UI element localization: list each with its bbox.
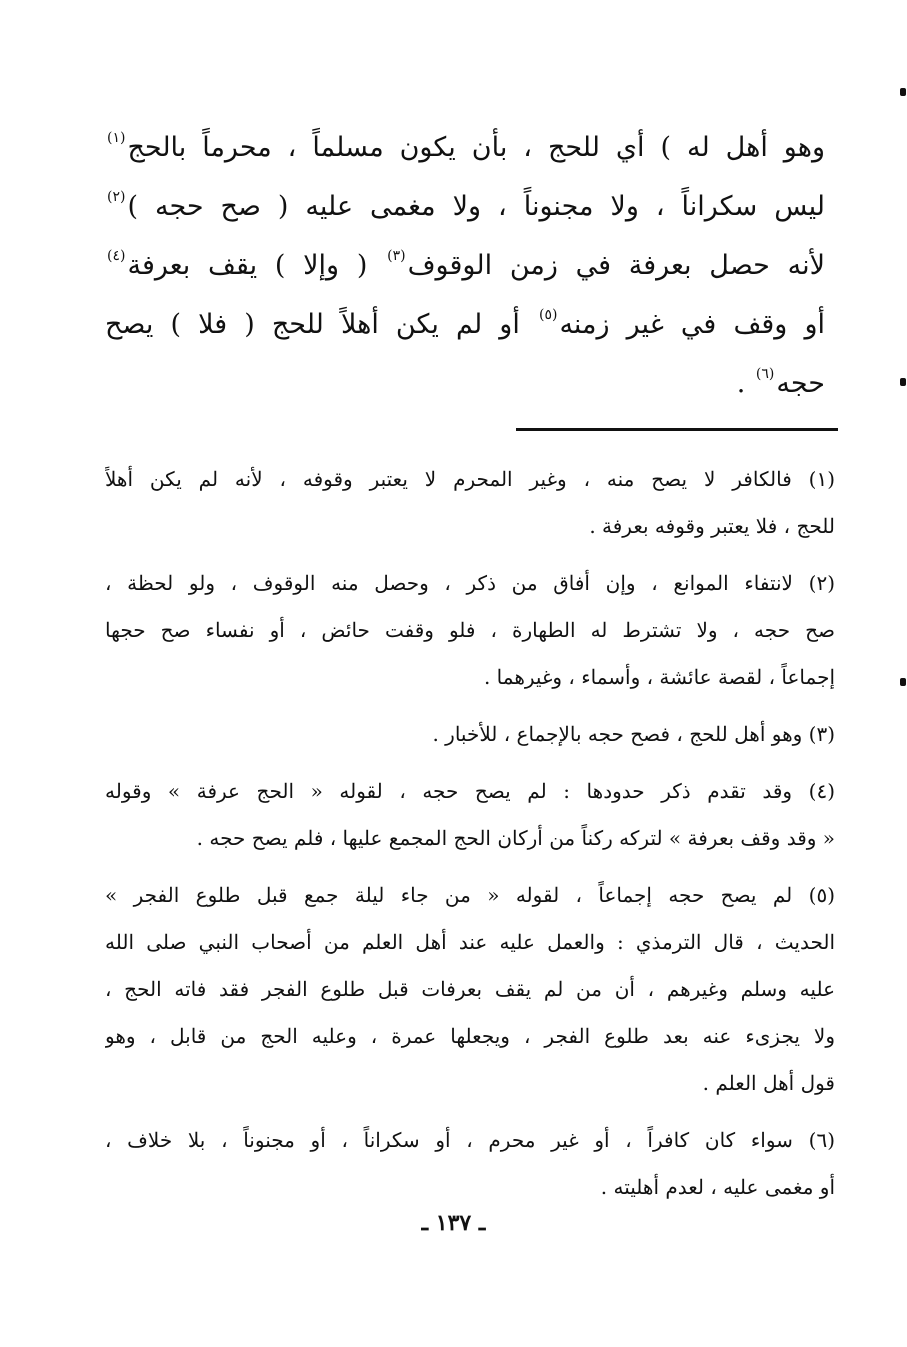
main-text-fragment: أو وقف في غير زمنه (559, 309, 825, 340)
main-text-fragment: ( وإلا ) يقف بعرفة (127, 250, 368, 281)
footnote-marker: (٥) (538, 307, 558, 323)
scan-speck (900, 678, 906, 686)
footnote-marker: (٦) (755, 366, 775, 382)
footnote-line: أو مغمى عليه ، لعدم أهليته . (600, 1175, 835, 1199)
footnote-line: صح حجه ، ولا تشترط له الطهارة ، فلو وقفت حائض ، أو نفساء صح حجها (105, 618, 835, 642)
main-text-line (105, 354, 825, 413)
footnote-line: ولا يجزىء عنه بعد طلوع الفجر ، ويجعلها عمرة ، وعليه الحج من قابل ، وهو (105, 1024, 835, 1048)
footnote-marker: (٢) (107, 189, 126, 205)
footnote-2 (105, 560, 835, 701)
main-text-line (105, 236, 825, 295)
main-text-line (105, 118, 825, 177)
footnote-line: الحديث ، قال الترمذي : والعمل عليه عند أهل العلم من أصحاب النبي صلى الله (105, 930, 835, 954)
footnote-line: عليه وسلم وغيرهم ، أن من لم يقف بعرفات قبل طلوع الفجر فقد فاته الحج ، (105, 977, 835, 1001)
main-text-fragment: . (736, 368, 746, 399)
main-text-line (105, 177, 825, 236)
main-text-fragment: أو لم يكن أهلاً للحج ( فلا ) يصح (105, 309, 520, 340)
footnote-1 (105, 456, 835, 550)
footnote-marker: (٤) (107, 248, 126, 264)
footnote-line: قول أهل العلم . (702, 1071, 835, 1095)
footnote-line: (٦) سواء كان كافراً ، أو غير محرم ، أو سكراناً ، أو مجنوناً ، بلا خلاف ، (105, 1128, 835, 1152)
footnote-line: إجماعاً ، لقصة عائشة ، وأسماء ، وغيرهما . (483, 665, 835, 689)
footnote-line: « وقد وقف بعرفة » لتركه ركناً من أركان الحج المجمع عليها ، فلم يصح حجه . (196, 826, 835, 850)
footnote-6 (105, 1117, 835, 1211)
main-text-fragment: لأنه حصل بعرفة في زمن الوقوف (407, 250, 825, 281)
footnote-line: (٢) لانتفاء الموانع ، وإن أفاق من ذكر ، وحصل منه الوقوف ، ولو لحظة ، (105, 571, 835, 595)
main-text-fragment: ليس سكراناً ، ولا مجنوناً ، ولا مغمى عليه ( صح حجه ) (127, 191, 825, 222)
footnote-marker: (١) (107, 130, 126, 146)
footnote-line: (١) فالكافر لا يصح منه ، وغير المحرم لا يعتبر وقوفه ، لأنه لم يكن أهلاً (105, 467, 835, 491)
footnote-5 (105, 872, 835, 1107)
footnote-line: (٤) وقد تقدم ذكر حدودها : لم يصح حجه ، لقوله « الحج عرفة » وقوله (105, 779, 835, 803)
footnote-3 (105, 711, 835, 758)
footnote-line: (٣) وهو أهل للحج ، فصح حجه بالإجماع ، للأخبار . (432, 722, 835, 746)
main-text-fragment: حجه (776, 368, 825, 399)
footnote-separator-rule (516, 428, 838, 431)
footnote-marker: (٣) (387, 248, 406, 264)
page-number: ـ ١٣٧ ـ (421, 1210, 486, 1236)
scan-speck (900, 88, 906, 96)
main-text-block (105, 118, 825, 413)
footnote-line: للحج ، فلا يعتبر وقوفه بعرفة . (589, 514, 835, 538)
footnote-line: (٥) لم يصح حجه إجماعاً ، لقوله « من جاء ليلة جمع قبل طلوع الفجر » (105, 883, 835, 907)
main-text-line (105, 295, 825, 354)
scan-speck (900, 378, 906, 386)
footnotes-block (105, 456, 835, 1221)
footnote-4 (105, 768, 835, 862)
main-text-fragment: وهو أهل له ) أي للحج ، بأن يكون مسلماً ، محرماً بالحج (127, 132, 825, 163)
